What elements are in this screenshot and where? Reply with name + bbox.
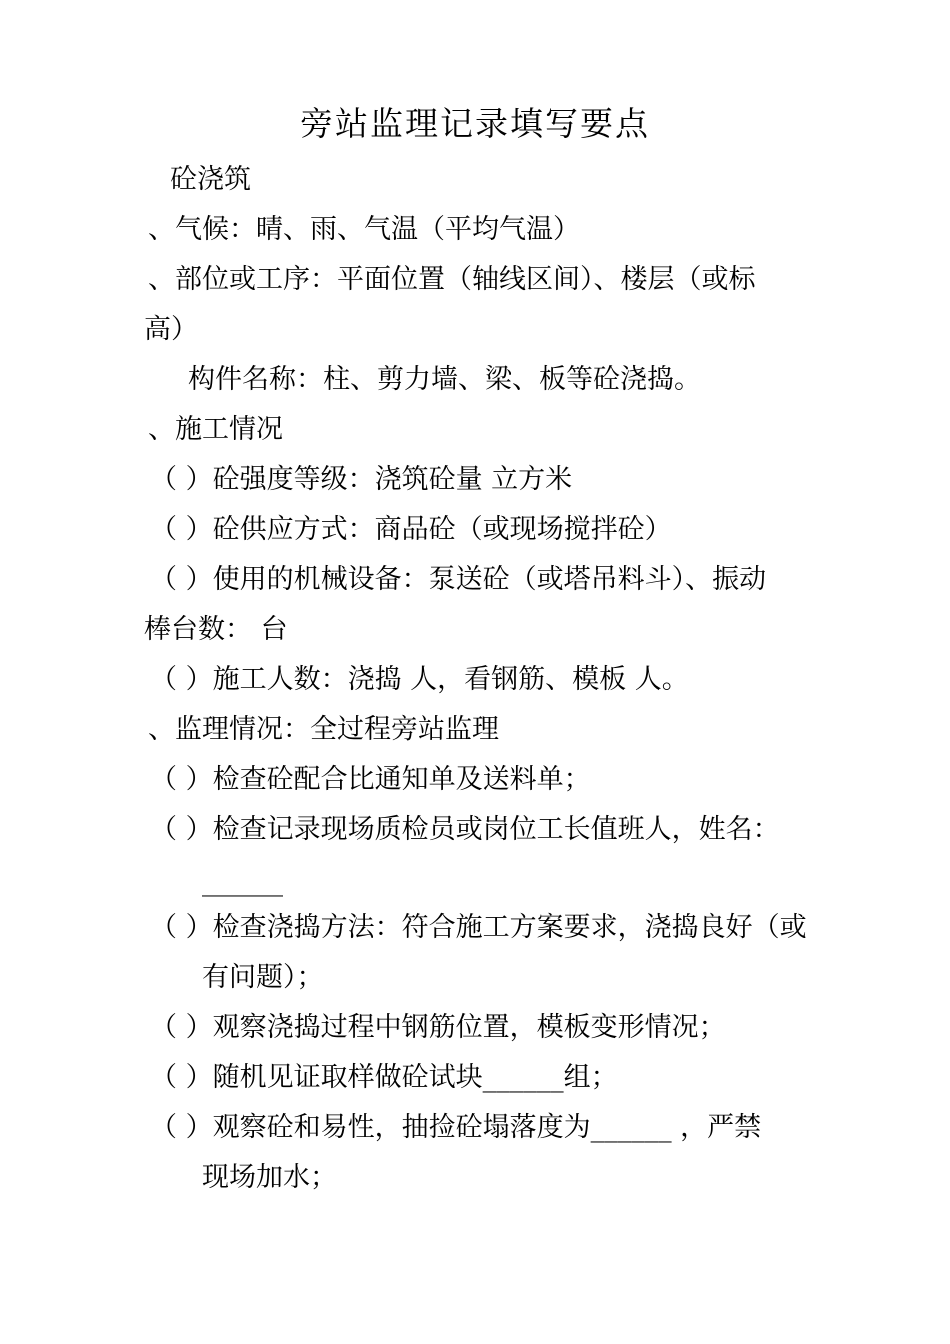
item-concrete-supply: （ ）砼供应方式：商品砼（或现场搅拌砼） [150, 514, 672, 545]
item-location-process: 、部位或工序：平面位置（轴线区间）、楼层（或标 [148, 264, 756, 295]
item-weather: 、气候：晴、雨、气温（平均气温） [148, 214, 580, 245]
section-heading-concrete-pouring: 砼浇筑 [170, 164, 251, 195]
section-heading-construction: 、施工情况 [148, 414, 283, 445]
item-concrete-grade: （ ）砼强度等级：浇筑砼量 立方米 [150, 464, 573, 495]
item-observe-workability: （ ）观察砼和易性，抽捡砼塌落度为______ ，严禁 [150, 1112, 762, 1143]
item-location-process-cont: 高） [144, 314, 198, 345]
item-component-name: 构件名称：柱、剪力墙、梁、板等砼浇捣。 [188, 364, 701, 395]
item-observe-workability-cont: 现场加水； [202, 1162, 337, 1193]
section-heading-supervision: 、监理情况：全过程旁站监理 [148, 714, 499, 745]
item-check-record: （ ）检查记录现场质检员或岗位工长值班人，姓名： [150, 814, 780, 845]
item-witness-sampling: （ ）随机见证取样做砼试块______组； [150, 1062, 618, 1093]
item-equipment-cont: 棒台数： 台 [144, 614, 288, 645]
document-title: 旁站监理记录填写要点 [300, 104, 650, 143]
item-check-method: （ ）检查浇捣方法：符合施工方案要求，浇捣良好（或 [150, 912, 807, 943]
item-observe-rebar: （ ）观察浇捣过程中钢筋位置，模板变形情况； [150, 1012, 726, 1043]
item-workers: （ ）施工人数：浇捣 人，看钢筋、模板 人。 [150, 664, 689, 695]
item-equipment: （ ）使用的机械设备：泵送砼（或塔吊料斗）、振动 [150, 564, 767, 595]
item-check-record-blank: ______ [202, 866, 283, 897]
item-check-mix-notice: （ ）检查砼配合比通知单及送料单； [150, 764, 591, 795]
item-check-method-cont: 有问题）； [202, 962, 324, 993]
